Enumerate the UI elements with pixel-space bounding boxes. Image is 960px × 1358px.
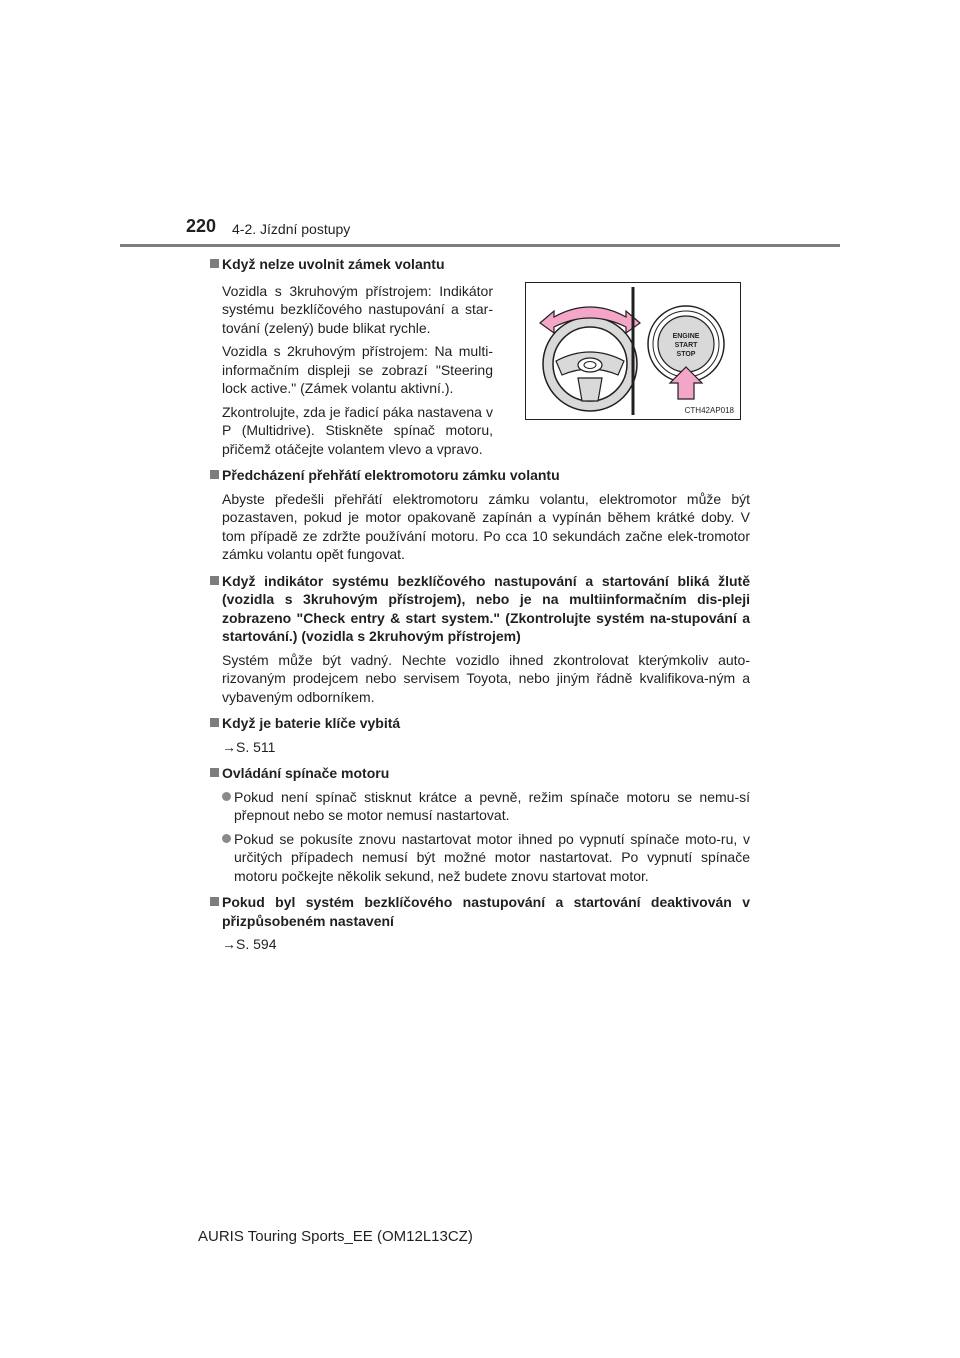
square-bullet-icon: [210, 259, 219, 268]
heading-steering-lock: Když nelze uvolnit zámek volantu: [210, 255, 762, 274]
button-label-engine: ENGINE: [672, 333, 700, 340]
button-label-start: START: [674, 342, 698, 349]
paragraph: Zkontrolujte, zda je řadicí páka nastavena v P (Multidrive). Stiskněte spínač motoru, přičemž otáčejte volantem vlevo a vpravo.: [222, 403, 493, 457]
list-item: Pokud se pokusíte znovu nastartovat motor ihned po vypnutí spínače moto-ru, v určitých případech nemusí být možné motor nastartovat. Po vypnutí spínače motoru počkejte několik sekund, než budete znovu startovat motor.: [210, 830, 750, 886]
square-bullet-icon: [210, 897, 219, 906]
block-steering-lock: [210, 255, 750, 458]
list-item: Pokud není spínač stisknut krátce a pevně, režim spínače motoru se nemu-sí přepnout nebo se motor nemusí nastartovat.: [210, 788, 750, 825]
heading-indicator-blinks: Když indikátor systému bezklíčového nastupování a startování bliká žlutě (vozidla s 3kruhovým přístrojem), nebo je na multiinformačním dis-pleji zobrazeno "Check entry & start system." (Zkontrolujte systém na-stupování a startování.) (vozidla s 2kruhovým přístrojem): [210, 572, 750, 646]
square-bullet-icon: [210, 470, 219, 479]
page-reference: →S. 511: [222, 738, 276, 755]
page-number: 220: [186, 216, 217, 236]
steering-wheel-illustration: [526, 283, 740, 419]
page-reference: →S. 594: [222, 936, 277, 952]
paragraph: Abyste předešli přehřátí elektromotoru zámku volantu, elektromotor může být pozastaven, pokud je motor opakovaně zapínán a vypínán během krátké doby. V tom případě ze zdržte používání motoru. Po cca 10 sekundách začne elek-tromotor zámku volantu opět fungovat.: [222, 490, 750, 562]
figure-code: CTH42AP018: [684, 406, 734, 415]
heading-overheat: Předcházení přehřátí elektromotoru zámku volantu: [210, 466, 750, 485]
square-bullet-icon: [210, 718, 219, 727]
page-footer: AURIS Touring Sports_EE (OM12L13CZ): [198, 1228, 473, 1245]
section-title: 4-2. Jízdní postupy: [232, 221, 351, 237]
square-bullet-icon: [210, 768, 219, 777]
page-content: [210, 255, 750, 954]
circle-bullet-icon: [222, 792, 231, 801]
header-rule: [120, 244, 840, 247]
circle-bullet-icon: [222, 834, 231, 843]
heading-deactivated: Pokud byl systém bezklíčového nastupování a startování deaktivován v přizpůsobeném nastavení: [210, 893, 750, 930]
paragraph: Vozidla s 2kruhovým přístrojem: Na multi-informačním displeji se zobrazí "Steering lock active." (Zámek volantu aktivní.).: [222, 343, 493, 396]
steering-wheel-icon: [543, 317, 637, 411]
heading-switch-operation: Ovládání spínače motoru: [210, 764, 750, 783]
heading-key-battery: Když je baterie klíče vybitá: [210, 714, 750, 733]
steering-start-figure: [525, 282, 741, 420]
button-label-stop: STOP: [676, 351, 696, 358]
paragraph: Vozidla s 3kruhovým přístrojem: Indikátor systému bezklíčového nastupování a star-tování (zelený) bude blikat rychle.: [222, 282, 493, 336]
paragraph: Systém může být vadný. Nechte vozidlo ihned zkontrolovat kterýmkoliv auto-rizovaným prodejcem nebo servisem Toyota, nebo jiným řádně kvalifikova-ným a vybaveným odborníkem.: [222, 651, 750, 705]
square-bullet-icon: [210, 576, 219, 585]
